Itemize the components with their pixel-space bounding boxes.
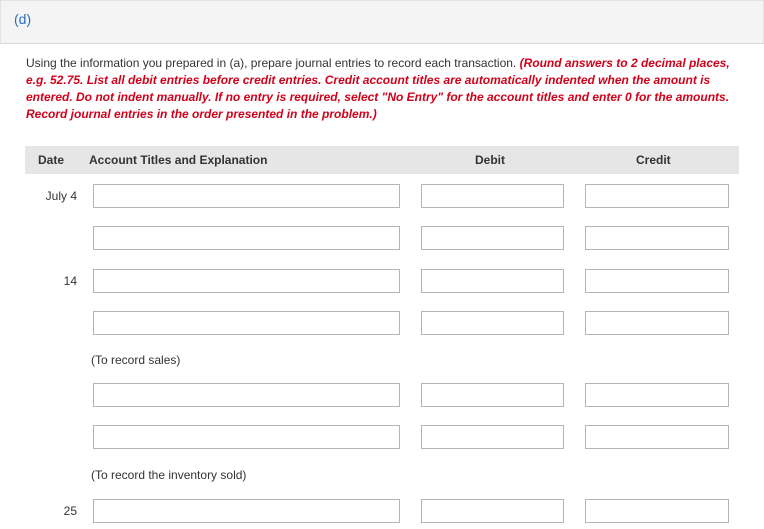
row-date: July 4: [45, 189, 77, 203]
journal-row: [0, 499, 764, 525]
part-label: (d): [14, 11, 32, 27]
memo-to-record-inventory-sold: (To record the inventory sold): [91, 468, 247, 482]
row-date: 25: [63, 504, 77, 518]
account-title-input[interactable]: [93, 269, 400, 293]
debit-input[interactable]: [421, 269, 564, 293]
header-account-titles: Account Titles and Explanation: [89, 153, 268, 167]
instructions-text: Using the information you prepared in (a), prepare journal entries to record each transaction.: [26, 56, 520, 70]
memo-to-record-sales: (To record sales): [91, 353, 181, 367]
journal-row: [0, 311, 764, 337]
journal-row: [0, 184, 764, 210]
debit-input[interactable]: [421, 383, 564, 407]
journal-row: [0, 269, 764, 295]
credit-input[interactable]: [585, 311, 729, 335]
credit-input[interactable]: [585, 269, 729, 293]
journal-table-header: [25, 146, 739, 174]
account-title-input[interactable]: [93, 383, 400, 407]
debit-input[interactable]: [421, 425, 564, 449]
account-title-input[interactable]: [93, 499, 400, 523]
journal-row: [0, 383, 764, 409]
credit-input[interactable]: [585, 226, 729, 250]
instructions-emphasis: (Round answers to 2 decimal places, e.g. 52.75. List all debit entries before credit entries. Credit account titles are automatically indented when the amount is entered. Do not indent manually. If no entry is required, select "No Entry" for the account titles and enter 0 for the amounts. Record journal entries in the order presented in the problem.): [26, 56, 730, 121]
journal-row: [0, 226, 764, 252]
credit-input[interactable]: [585, 499, 729, 523]
debit-input[interactable]: [421, 226, 564, 250]
credit-input[interactable]: [585, 383, 729, 407]
row-date: 14: [63, 274, 77, 288]
account-title-input[interactable]: [93, 311, 400, 335]
instructions: [26, 55, 748, 123]
debit-input[interactable]: [421, 184, 564, 208]
debit-input[interactable]: [421, 311, 564, 335]
header-credit: Credit: [636, 153, 671, 167]
part-header: [0, 0, 764, 44]
account-title-input[interactable]: [93, 425, 400, 449]
journal-row: [0, 425, 764, 451]
credit-input[interactable]: [585, 425, 729, 449]
debit-input[interactable]: [421, 499, 564, 523]
account-title-input[interactable]: [93, 184, 400, 208]
header-date: Date: [38, 153, 65, 167]
credit-input[interactable]: [585, 184, 729, 208]
account-title-input[interactable]: [93, 226, 400, 250]
header-debit: Debit: [475, 153, 505, 167]
